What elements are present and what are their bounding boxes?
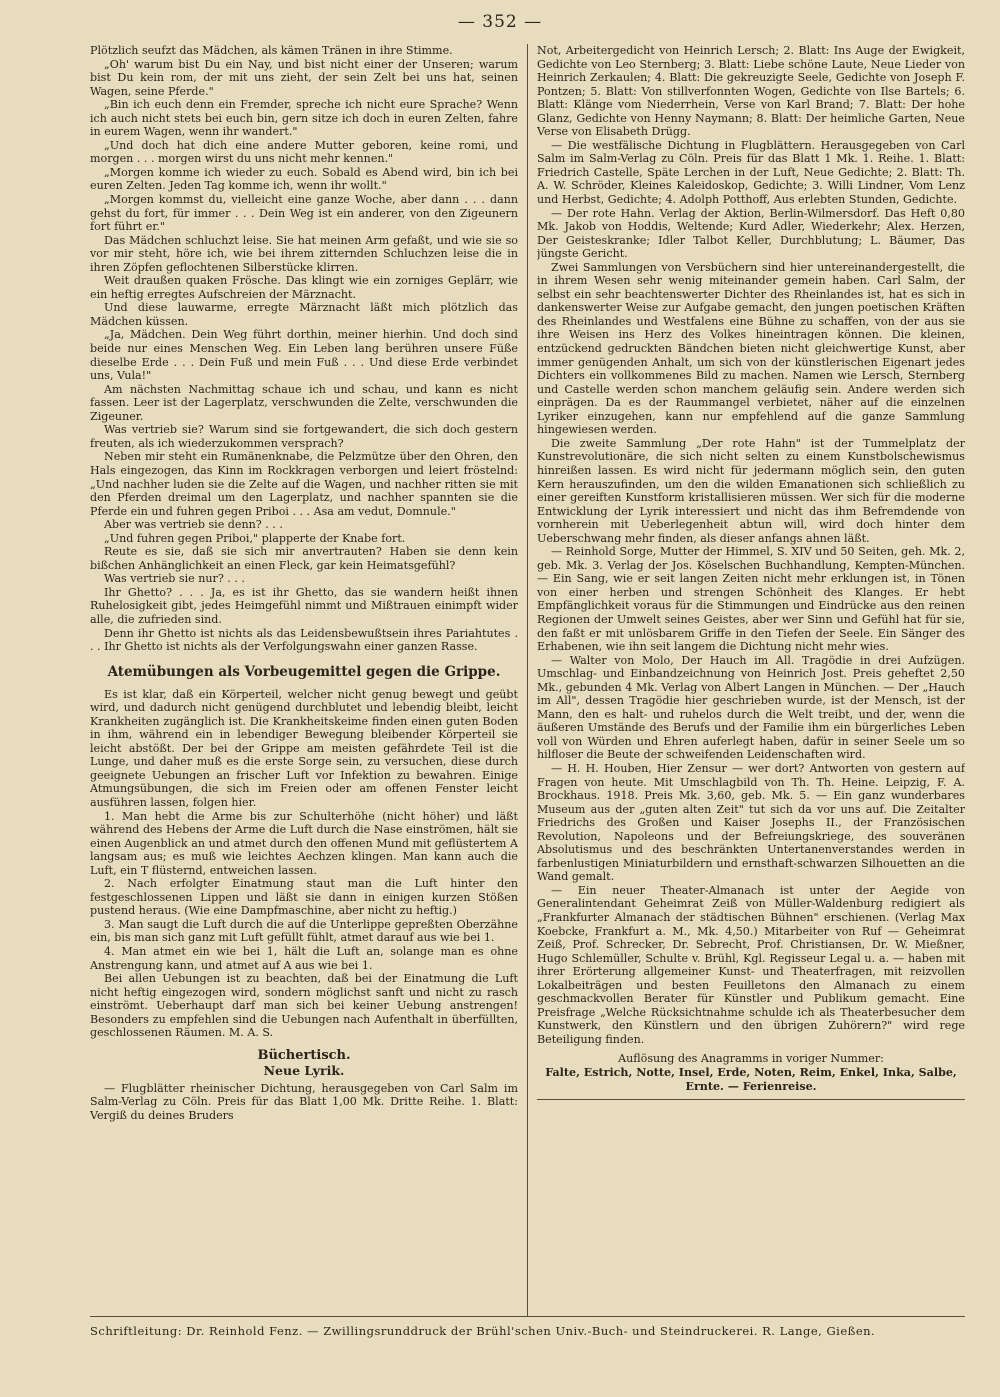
anagram-solution: Falte, Estrich, Notte, Insel, Erde, Noten, Reim, Enkel, Inka, Salbe, Ernte. — Ferienreise. [545, 1066, 957, 1093]
imprint-footer: Schriftleitung: Dr. Reinhold Fenz. — Zwillingsrunddruck der Brühl'schen Univ.-Buch- und Steindruckerei. R. Lange, Gießen. [90, 1324, 876, 1338]
anagram-rule [537, 1099, 965, 1100]
story-paragraph: Am nächsten Nachmittag schaue ich und schau, und kann es nicht fassen. Leer ist der Lagerplatz, verschwunden die Zelte, verschwunden die Zigeuner. [90, 382, 518, 423]
story-paragraph: Ihr Ghetto? . . . Ja, es ist ihr Ghetto, das sie wandern heißt ihnen Ruhelosigkeit gibt, jedes Heimgefühl nimmt und Mißtrauen einimpft wider alle, die zufrieden sind. [90, 585, 518, 626]
review-paragraph: Die zweite Sammlung „Der rote Hahn" ist der Tummelplatz der Kunstrevolutionäre, die sich nicht selten zu einem Kunstbolschewismus hinreißen lassen. Es wird nicht für jedermann möglich sein, den guten Kern herauszufinden, um den die wilden Emanationen sich schließlich zu einer gereiften Kunstform kristallisieren müssen. Wer sich für die moderne Entwicklung der Lyrik interessiert und nicht das ihm Befremdende von vornherein mit Ueberlegenheit abtun will, wird doch hinter dem Ueberschwang mehr finden, als dieser anfangs ahnen läßt. [537, 436, 965, 545]
review-paragraph: — H. H. Houben, Hier Zensur — wer dort? Antworten von gestern auf Fragen von heute. Mit Umschlagbild von Th. Th. Heine. Leipzig, F. A. Brockhaus. 1918. Preis Mk. 3,60, geb. Mk. 5. — Ein ganz wunderbares Museum aus der „guten alten Zeit" tut sich da vor uns auf. Die Zeitalter Friedrichs des Großen und Kaiser Josephs II., der Französischen Revolution, Napoleons und der Befreiungskriege, des souveränen Absolutismus und des beschränkten Untertanenverstandes werden in farbenlustigen Miniaturbildern und ernsthaft-schwarzen Silhouetten an die Wand gemalt. [537, 761, 965, 884]
review-paragraph: — Walter von Molo, Der Hauch im All. Tragödie in drei Aufzügen. Umschlag- und Einbandzeichnung von Heinrich Jost. Preis geheftet 2,50 Mk., gebunden 4 Mk. Verlag von Albert Langen in München. — Der „Hauch im All", dessen Tragödie hier geschrieben wurde, ist der Mensch, ist der Mann, den es halt- und ruhelos durch die Welt treibt, und der, wenn die äußeren Umstände des Berufs und der Familie ihm ein bürgerliches Leben voll von Würden und Ehren auferlegt haben, dafür in seiner Seele um so hilfloser die Beute der schweifenden Leidenschaften wird. [537, 653, 965, 762]
story-paragraph: „Morgen kommst du, vielleicht eine ganze Woche, aber dann . . . dann gehst du fort, für immer . . . Dein Weg ist ein anderer, von den Zigeunern fort führt er." [90, 193, 518, 234]
left-column [90, 44, 518, 1325]
review-paragraph: — Die westfälische Dichtung in Flugblättern. Herausgegeben von Carl Salm im Salm-Verlag zu Cöln. Preis für das Blatt 1 Mk. 1. Reihe. 1. Blatt: Friedrich Castelle, Späte Lerchen in der Luft, Neue Gedichte; 2. Blatt: Th. A. W. Schröder, Kleines Kaleidoskop, Gedichte; 3. Willi Lindner, Vom Lenz und Herbst, Gedichte; 4. Adolph Potthoff, Aus erlebten Stunden, Gedichte. [537, 138, 965, 207]
column-divider [527, 44, 528, 1316]
story-paragraph: „Und doch hat dich eine andere Mutter geboren, keine romi, und morgen . . . morgen wirst du uns nicht mehr kennen." [90, 138, 518, 166]
story-paragraph: Denn ihr Ghetto ist nichts als das Leidensbewußtsein ihres Pariahtutes . . . Ihr Ghetto ist nichts als der Verfolgungswahn einer ganzen Rasse. [90, 626, 518, 654]
story-paragraph: „Ja, Mädchen. Dein Weg führt dorthin, meiner hierhin. Und doch sind beide nur eines Menschen Weg. Ein Leben lang berühren unsere Füße dieselbe Erde . . . Dein Fuß und mein Fuß . . . Und diese Erde verbindet uns, Vula!" [90, 328, 518, 383]
books-heading: Büchertisch. [257, 1047, 351, 1063]
article-section [90, 688, 518, 1040]
story-paragraph: Und diese lauwarme, erregte Märznacht läßt mich plötzlich das Mädchen küssen. [90, 301, 518, 328]
story-paragraph: Reute es sie, daß sie sich mir anvertrauten? Haben sie denn kein bißchen Anhänglichkeit an einen Fleck, gar kein Heimatsgefühl? [90, 545, 518, 572]
review-paragraph: — Ein neuer Theater-Almanach ist unter der Aegide von Generalintendant Geheimrat Zeiß von Müller-Waldenburg redigiert als „Frankfurter Almanach der städtischen Bühnen" erschienen. (Verlag Max Koebcke, Frankfurt a. M., Mk. 4,50.) Mitarbeiter von Ruf — Geheimrat Zeiß, Prof. Schrecker, Dr. Sebrecht, Prof. Christiansen, Dr. W. Mießner, Hugo Schlemüller, Schulte v. Brühl, Kgl. Regisseur Legal u. a. — haben mit ihrer Erörterung allgemeiner Kunst- und Theaterfragen, mit reizvollen Lokalbeiträgen und besten Feuilletons den Almanach zu einem geschmackvollen Berater für Künstler und Publikum gemacht. Eine Preisfrage „Welche Rücksichtnahme schulde ich als Theaterbesucher dem Kunstwerk, den Künstlern und den übrigen Zuhörern?" wird rege Beteiligung finden. [537, 883, 965, 1046]
article-paragraph: 1. Man hebt die Arme bis zur Schulterhöhe (nicht höher) und läßt während des Hebens der Arme die Luft durch die Nase einströmen, hält sie einen Augenblick an und atmet durch den offenen Mund mit geflüstertem A langsam aus; es muß wie leichtes Aechzen klingen. Man kann auch die Luft, ein T flüsternd, entweichen lassen. [90, 809, 518, 877]
story-paragraph: Neben mir steht ein Rumänenknabe, die Pelzmütze über den Ohren, den Hals eingezogen, das Kinn im Rockkragen verborgen und leiert fröstelnd: „Und nachher luden sie die Zelte auf die Wagen, und nachher ritten sie mit den Pferden dreimal um den Lagerplatz, und nachher spannten sie die Pferde ein und fuhren gegen Priboi . . . Asa am vedut, Domnule." [90, 450, 518, 518]
article-paragraph: 3. Man saugt die Luft durch die auf die Unterlippe gepreßten Oberzähne ein, bis man sich ganz mit Luft gefüllt fühlt, atmet darauf aus wie bei 1. [90, 917, 518, 945]
review-paragraph: — Der rote Hahn. Verlag der Aktion, Berlin-Wilmersdorf. Das Heft 0,80 Mk. Jakob von Hoddis, Weltende; Kurd Adler, Wiederkehr; Alex. Herzen, Der Geisteskranke; Idler Talbot Keller, Durchblutung; L. Bäumer, Das jüngste Gericht. [537, 206, 965, 261]
anagram-title: Auflösung des Anagramms in voriger Nummer: [618, 1052, 884, 1066]
article-paragraph: 4. Man atmet ein wie bei 1, hält die Luft an, solange man es ohne Anstrengung kann, und atmet auf A aus wie bei 1. [90, 945, 518, 972]
story-paragraph: Aber was vertrieb sie denn? . . . [104, 518, 283, 532]
right-column [537, 44, 965, 1325]
article-paragraph: Bei allen Uebungen ist zu beachten, daß bei der Einatmung die Luft nicht heftig eingezogen wird, sondern möglichst sanft und nicht zu rasch einströmt. Ueberhaupt darf man sich bei keiner Uebung anstrengen! Besonders zu empfehlen sind die Uebungen nach Aufenthalt in überfüllten, geschlossenen Räumen. M. A. S. [90, 972, 518, 1040]
story-paragraph: „Und fuhren gegen Priboi," plapperte der Knabe fort. [104, 531, 406, 545]
footer-rule [90, 1316, 965, 1317]
story-paragraph: Das Mädchen schluchzt leise. Sie hat meinen Arm gefaßt, und wie sie so vor mir steht, höre ich, wie bei ihrem zitternden Schluchzen leise die in ihren Zöpfen geflochtenen Silberstücke klirren. [90, 233, 518, 274]
review-paragraph: Zwei Sammlungen von Versbüchern sind hier untereinandergestellt, die in ihrem Wesen sehr wenig miteinander gemein haben. Carl Salm, der selbst ein sehr beachtenswerter Dichter des Rheinlandes ist, hat es sich in dankenswerter Weise zur Aufgabe gemacht, den jungen poetischen Kräften des Rheinlandes und Westfalens eine Bühne zu schaffen, von der aus sie ihre Weisen ins Herz des Volkes hineintragen können. Die kleinen, entzückend gedruckten Bändchen bieten nicht gleichwertige Kunst, aber immer genügenden Anhalt, um sich von der künstlerischen Eigenart jedes Dichters ein vollkommenes Bild zu machen. Namen wie Lersch, Sternberg und Castelle werden schon manchem geläufig sein. Andere werden sich einprägen. Da es der Raummangel verbietet, näher auf die einzelnen Lyriker einzugehen, kann nur empfehlend auf die ganze Sammlung hingewiesen werden. [537, 260, 965, 437]
books-subheading: Neue Lyrik. [263, 1062, 345, 1078]
story-paragraph: „Bin ich euch denn ein Fremder, spreche ich nicht eure Sprache? Wenn ich auch nicht stets bei euch bin, gern sitze ich doch in euren Zelten, fahre in eurem Wagen, wenn ihr wandert." [90, 98, 518, 139]
story-section [90, 44, 518, 654]
story-paragraph: Plötzlich seufzt das Mädchen, als kämen Tränen in ihre Stimme. [90, 44, 453, 57]
review-paragraph: — Reinhold Sorge, Mutter der Himmel, S. XIV und 50 Seiten, geh. Mk. 2, geb. Mk. 3. Verlag der Jos. Köselschen Buchhandlung, Kempten-München. — Ein Sang, wie er seit langen Zeiten nicht mehr erklungen ist, in Tönen von einer herben und strengen Schönheit des Klanges. Er hebt Empfänglichkeit voraus für die Stimmungen und Eindrücke aus den reinen Regionen der Umwelt seines Geistes, aber wer Sinn und Gefühl hat für sie, den faßt er mit unlösbarem Griffe in den Tiefen der Seele. Ein Sänger des Erhabenen, wie ihn seit langem die Dichtung nicht mehr wies. [537, 545, 965, 654]
article-paragraph: 2. Nach erfolgter Einatmung staut man die Luft hinter den festgeschlossenen Lippen und läßt sie dann in einigen kurzen Stößen pustend heraus. (Wie eine Dampfmaschine, aber nicht zu heftig.) [90, 877, 518, 918]
review-paragraph: Not, Arbeitergedicht von Heinrich Lersch; 2. Blatt: Ins Auge der Ewigkeit, Gedichte von Leo Sternberg; 3. Blatt: Liebe schöne Laute, Neue Lieder von Heinrich Zerkaulen; 4. Blatt: Die gekreuzigte Seele, Gedichte von Joseph F. Pontzen; 5. Blatt: Von stillverfonnten Wogen, Gedichte von Ilse Bartels; 6. Blatt: Klänge vom Niederrhein, Verse von Karl Brand; 7. Blatt: Der hohe Glanz, Gedichte von Henny Naymann; 8. Blatt: Der heimliche Garten, Neue Verse von Elisabeth Drügg. [537, 44, 965, 139]
article-paragraph: Es ist klar, daß ein Körperteil, welcher nicht genug bewegt und geübt wird, und dadurch nicht genügend durchblutet und lebendig bleibt, leicht Krankheiten zugänglich ist. Die Krankheitskeime finden einen guten Boden in ihm, während ein in lebendiger Bewegung bleibender Körperteil sie leicht abstößt. Der bei der Grippe am meisten gefährdete Teil ist die Lunge, und daher muß es die erste Sorge sein, zu versuchen, diese durch geeignete Uebungen an frischer Luft vor Infektion zu bewahren. Einige Atmungsübungen, die sich im Freien oder am offenen Fenster leicht ausführen lassen, folgen hier. [90, 687, 518, 809]
story-paragraph: Weit draußen quaken Frösche. Das klingt wie ein zorniges Geplärr, wie ein heftig erregtes Aufschreien der Märznacht. [90, 274, 518, 301]
story-paragraph: Was vertrieb sie nur? . . . [104, 572, 245, 586]
page-number: — 352 — [457, 12, 543, 32]
story-paragraph: „Oh' warum bist Du ein Nay, und bist nicht einer der Unseren; warum bist Du kein rom, der mit uns zieht, der sein Zelt bei uns hat, seinen Wagen, seine Pferde." [90, 57, 518, 98]
books-paragraph: — Flugblätter rheinischer Dichtung, herausgegeben von Carl Salm im Salm-Verlag zu Cöln. Preis für das Blatt 1,00 Mk. Dritte Reihe. 1. Blatt: Vergiß du deines Bruders [90, 1081, 518, 1122]
article-title: Atemübungen als Vorbeugemittel gegen die Grippe. [107, 663, 501, 680]
story-paragraph: Was vertrieb sie? Warum sind sie fortgewandert, die sich doch gestern freuten, als ich wiederzukommen versprach? [90, 423, 518, 450]
story-paragraph: „Morgen komme ich wieder zu euch. Sobald es Abend wird, bin ich bei euren Zelten. Jeden Tag komme ich, wenn ihr wollt." [90, 165, 518, 193]
